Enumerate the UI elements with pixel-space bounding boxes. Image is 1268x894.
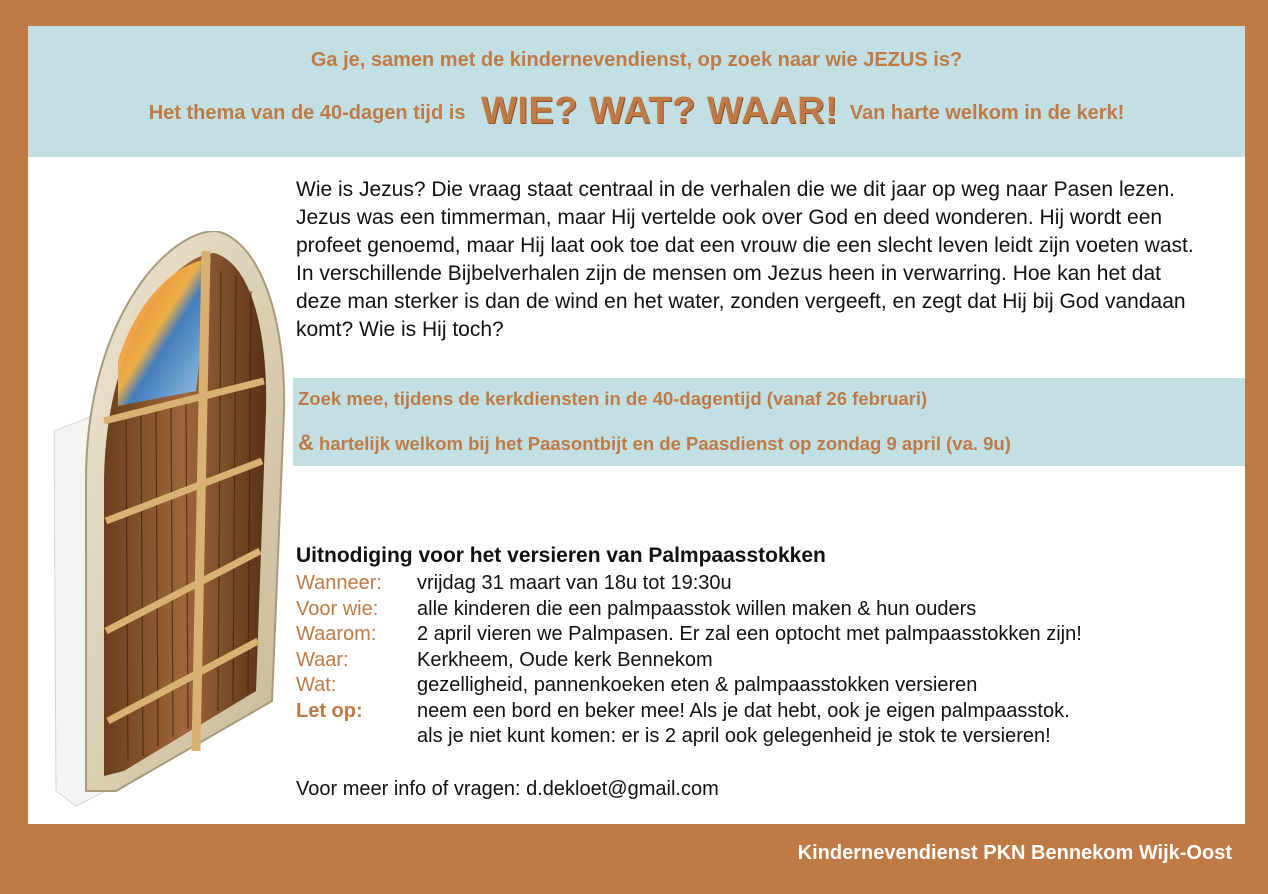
detail-value: alle kinderen die een palmpaasstok willen maken & hun ouders	[417, 597, 977, 620]
intro-paragraph: Wie is Jezus? Die vraag staat centraal in de verhalen die we dit jaar op weg naar Pasen lezen. Jezus was een timmerman, maar Hij vertelde ook over God en deed wonderen. Hij wordt een profeet genoemd, maar Hij laat ook toe dat een vrouw die een slecht leven leidt zijn voeten wast. In verschillende Bijbelverhalen zijn de mensen om Jezus heen in verwarring. Hoe kan het dat deze man sterker is dan de wind en het water, zonden vergeeft, en zegt dat Hij bij God vandaan komt? Wie is Hij toch?	[296, 178, 1194, 341]
ampersand: &	[298, 430, 314, 455]
welcome-text: Van harte welkom in de kerk!	[849, 102, 1125, 124]
detail-label: Wanneer:	[296, 572, 382, 594]
detail-row-when	[296, 571, 1236, 597]
detail-value: gezelligheid, pannenkoeken eten & palmpaasstokken versieren	[417, 674, 978, 696]
detail-label: Waarom:	[296, 623, 377, 645]
theme-title: WIE? WAT? WAAR!	[481, 90, 839, 132]
church-window-bookshelf-image	[46, 231, 296, 811]
detail-row-who	[296, 597, 1236, 623]
invite-easter-breakfast	[298, 430, 1011, 456]
detail-value: als je niet kunt komen: er is 2 april ook gelegenheid je stok te versieren!	[417, 725, 1051, 747]
detail-row-what	[296, 673, 1236, 699]
banner-theme-line	[28, 90, 1245, 133]
detail-row-note-continued	[296, 724, 1236, 750]
detail-value: 2 april vieren we Palmpasen. Er zal een optocht met palmpaasstokken zijn!	[417, 623, 1082, 645]
detail-row-why	[296, 622, 1236, 648]
church-window-illustration	[46, 231, 296, 811]
detail-row-note	[296, 699, 1236, 725]
detail-label: Wat:	[296, 674, 337, 696]
invitation-band	[293, 378, 1245, 466]
palm-details	[296, 571, 1236, 750]
header-banner	[28, 26, 1245, 157]
detail-row-where	[296, 648, 1236, 674]
flyer-card	[28, 26, 1245, 824]
contact-info: Voor meer info of vragen: d.dekloet@gmail.com	[296, 778, 719, 800]
footer-organisation: Kindernevendienst PKN Bennekom Wijk-Oost	[797, 842, 1232, 864]
detail-value: neem een bord en beker mee! Als je dat hebt, ook je eigen palmpaasstok.	[417, 699, 1070, 722]
invite-lent-services: Zoek mee, tijdens de kerkdiensten in de 40-dagentijd (vanaf 26 februari)	[298, 388, 928, 409]
theme-prefix: Het thema van de 40-dagen tijd is	[148, 102, 466, 124]
banner-question: Ga je, samen met de kindernevendienst, op zoek naar wie JEZUS is?	[310, 49, 963, 71]
detail-label	[296, 724, 417, 750]
detail-label: Voor wie:	[296, 597, 379, 620]
detail-value: Kerkheem, Oude kerk Bennekom	[417, 648, 713, 671]
palm-invitation-title: Uitnodiging voor het versieren van Palmpaasstokken	[296, 544, 826, 567]
detail-label: Waar:	[296, 648, 349, 671]
detail-value: vrijdag 31 maart van 18u tot 19:30u	[417, 572, 732, 594]
invite-easter-text: hartelijk welkom bij het Paasontbijt en de Paasdienst op zondag 9 april (va. 9u)	[313, 433, 1011, 454]
detail-label: Let op:	[296, 699, 363, 722]
